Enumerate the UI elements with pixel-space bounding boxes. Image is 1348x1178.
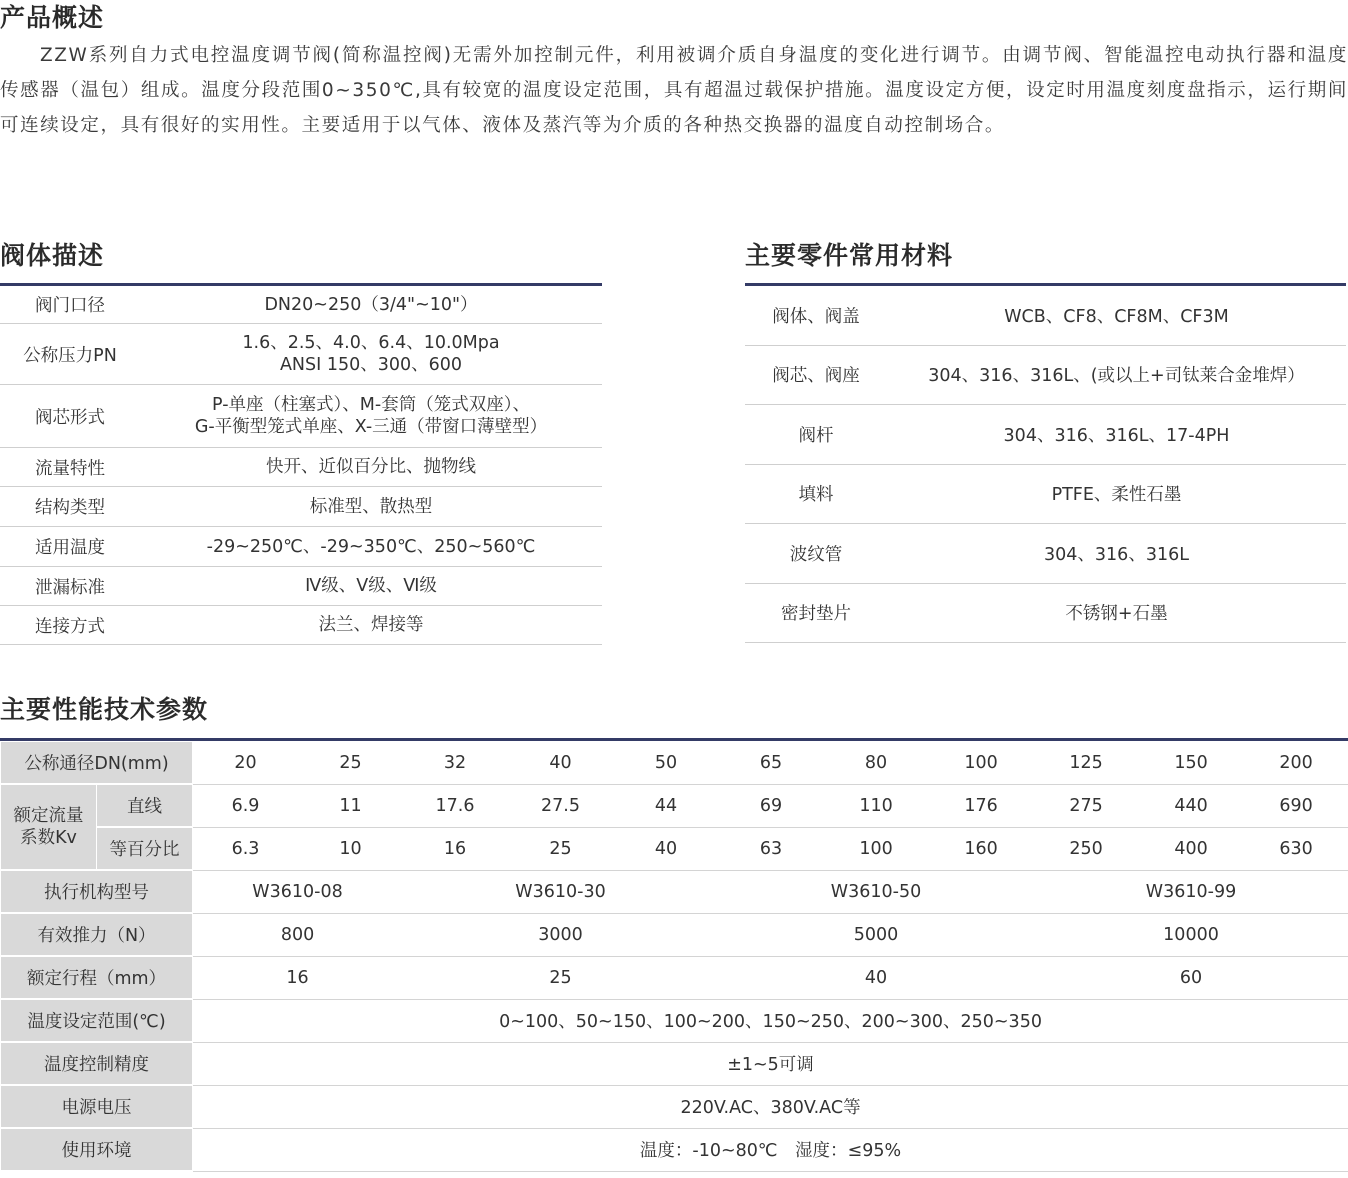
- row-value: 304、316、316L、17-4PH: [1003, 425, 1230, 446]
- env-value: 温度：-10~80℃ 湿度：≤95%: [193, 1128, 1348, 1171]
- eq-cell: 6.3: [193, 827, 299, 870]
- row-value: -29~250℃、-29~350℃、250~560℃: [206, 536, 536, 557]
- table-row: [745, 346, 1346, 406]
- perf-table: [0, 738, 1348, 1172]
- eq-cell: 400: [1139, 827, 1244, 870]
- env-label: 使用环境: [1, 1128, 193, 1171]
- stroke-cell: 25: [403, 956, 719, 999]
- dn-cell: 100: [929, 742, 1034, 785]
- accuracy-row: [1, 1042, 1348, 1085]
- row-value: [140, 332, 602, 376]
- row-key: 阀杆: [798, 425, 834, 446]
- table-row: [745, 465, 1346, 525]
- table-row: [0, 385, 602, 448]
- linear-cell: 440: [1139, 784, 1244, 827]
- linear-cell: 110: [824, 784, 929, 827]
- table-row: [745, 405, 1346, 465]
- kv-label-line: 额定流量: [13, 806, 84, 826]
- row-key: 结构类型: [35, 498, 105, 518]
- body-desc-title: 阀体描述: [0, 241, 105, 270]
- actuator-row: [1, 870, 1348, 913]
- linear-cell: 690: [1244, 784, 1348, 827]
- row-value: 304、316、316L: [1044, 544, 1189, 565]
- table-row: [0, 286, 602, 324]
- overview-text: ZZW系列自力式电控温度调节阀(简称温控阀)无需外加控制元件，利用被调介质自身温度的变化进行调节。由调节阀、智能温控电动执行器和温度传感器（温包）组成。温度分段范围0~350℃,具有较宽的温度设定范围，具有超温过载保护措施。温度设定方便，设定时用温度刻度盘指示，运行期间可连续设定，具有很好的实用性。主要适用于以气体、液体及蒸汽等为介质的各种热交换器的温度自动控制场合。: [0, 45, 1348, 136]
- eq-cell: 250: [1034, 827, 1139, 870]
- eq-row: [1, 827, 1348, 870]
- eq-cell: 10: [299, 827, 403, 870]
- row-value: DN20~250（3/4"~10"）: [264, 294, 478, 315]
- row-value: [140, 394, 602, 438]
- temp-range-row: [1, 999, 1348, 1042]
- dn-cell: 50: [614, 742, 719, 785]
- thrust-label: 有效推力（N）: [1, 913, 193, 956]
- table-row: [0, 606, 602, 645]
- linear-cell: 17.6: [403, 784, 508, 827]
- row-key: 波纹管: [789, 544, 843, 565]
- table-row: [0, 487, 602, 527]
- eq-cell: 100: [824, 827, 929, 870]
- stroke-cell: 40: [719, 956, 1034, 999]
- dn-label: 公称通径DN(mm): [1, 742, 193, 785]
- accuracy-label: 温度控制精度: [1, 1042, 193, 1085]
- linear-label: 直线: [97, 784, 193, 827]
- table-row: [745, 524, 1346, 584]
- dn-cell: 20: [193, 742, 299, 785]
- table-row: [0, 448, 602, 487]
- body-desc-table: [0, 283, 602, 645]
- dn-cell: 125: [1034, 742, 1139, 785]
- row-key: 阀芯、阀座: [772, 366, 860, 387]
- stroke-cell: 60: [1034, 956, 1348, 999]
- linear-cell: 11: [299, 784, 403, 827]
- stroke-cell: 16: [193, 956, 403, 999]
- linear-cell: 44: [614, 784, 719, 827]
- dn-cell: 150: [1139, 742, 1244, 785]
- eq-cell: 25: [508, 827, 614, 870]
- row-key: 连接方式: [35, 616, 105, 637]
- dn-cell: 25: [299, 742, 403, 785]
- eq-cell: 630: [1244, 827, 1348, 870]
- eq-cell: 160: [929, 827, 1034, 870]
- perf-title: 主要性能技术参数: [0, 695, 209, 724]
- row-key: 阀体、阀盖: [772, 306, 860, 327]
- materials-title: 主要零件常用材料: [745, 241, 954, 270]
- dn-cell: 40: [508, 742, 614, 785]
- row-key: 公称压力PN: [23, 345, 117, 366]
- linear-cell: 27.5: [508, 784, 614, 827]
- row-value: 标准型、散热型: [309, 496, 433, 517]
- thrust-cell: 5000: [719, 913, 1034, 956]
- overview-title: 产品概述: [0, 3, 105, 32]
- actuator-cell: W3610-30: [403, 870, 719, 913]
- row-value: Ⅳ级、Ⅴ级、Ⅵ级: [305, 576, 437, 596]
- dn-cell: 32: [403, 742, 508, 785]
- stroke-label: 额定行程（mm）: [1, 956, 193, 999]
- linear-cell: 69: [719, 784, 824, 827]
- row-value-line: P-单座（柱塞式）、M-套筒（笼式双座）、: [212, 395, 530, 415]
- voltage-label: 电源电压: [1, 1085, 193, 1128]
- actuator-cell: W3610-50: [719, 870, 1034, 913]
- row-key: 流量特性: [35, 458, 105, 479]
- linear-cell: 275: [1034, 784, 1139, 827]
- eq-cell: 63: [719, 827, 824, 870]
- temp-range-label: 温度设定范围(℃): [1, 999, 193, 1042]
- thrust-row: [1, 913, 1348, 956]
- dn-cell: 65: [719, 742, 824, 785]
- thrust-cell: 3000: [403, 913, 719, 956]
- voltage-row: [1, 1085, 1348, 1128]
- linear-cell: 6.9: [193, 784, 299, 827]
- voltage-value: 220V.AC、380V.AC等: [193, 1085, 1348, 1128]
- env-row: [1, 1128, 1348, 1171]
- table-row: [745, 286, 1346, 346]
- table-row: [0, 324, 602, 385]
- dn-cell: 200: [1244, 742, 1348, 785]
- row-key: 泄漏标准: [35, 577, 105, 598]
- row-value-line: 1.6、2.5、4.0、6.4、10.0Mpa: [242, 333, 500, 353]
- table-row: [0, 527, 602, 567]
- row-value: WCB、CF8、CF8M、CF3M: [1004, 306, 1229, 327]
- kv-label-line: 系数Kv: [20, 828, 77, 848]
- accuracy-value: ±1~5可调: [193, 1042, 1348, 1085]
- thrust-cell: 800: [193, 913, 403, 956]
- table-row: [745, 584, 1346, 644]
- eq-label: 等百分比: [97, 827, 193, 870]
- kv-label: [1, 784, 97, 870]
- row-value: 法兰、焊接等: [318, 615, 424, 635]
- table-row: [0, 567, 602, 606]
- actuator-cell: W3610-08: [193, 870, 403, 913]
- temp-range-value: 0~100、50~150、100~200、150~250、200~300、250~350: [193, 999, 1348, 1042]
- eq-cell: 40: [614, 827, 719, 870]
- eq-cell: 16: [403, 827, 508, 870]
- actuator-cell: W3610-99: [1034, 870, 1348, 913]
- row-value: PTFE、柔性石墨: [1051, 485, 1182, 506]
- row-value: 不锈钢+石墨: [1065, 604, 1168, 625]
- row-key: 阀芯形式: [35, 407, 105, 428]
- row-value-line: ANSI 150、300、600: [279, 355, 463, 375]
- row-value: 快开、近似百分比、抛物线: [266, 457, 476, 477]
- stroke-row: [1, 956, 1348, 999]
- thrust-cell: 10000: [1034, 913, 1348, 956]
- row-key: 密封垫片: [781, 604, 851, 625]
- actuator-label: 执行机构型号: [1, 870, 193, 913]
- row-value: 304、316、316L、(或以上+司钛莱合金堆焊）: [928, 366, 1305, 387]
- dn-cell: 80: [824, 742, 929, 785]
- row-key: 适用温度: [35, 538, 105, 558]
- dn-row: [1, 742, 1348, 785]
- materials-table: [745, 283, 1346, 643]
- linear-cell: 176: [929, 784, 1034, 827]
- row-key: 阀门口径: [35, 296, 105, 316]
- row-key: 填料: [798, 485, 834, 506]
- linear-row: [1, 784, 1348, 827]
- row-value-line: G-平衡型笼式单座、X-三通（带窗口薄壁型）: [194, 417, 548, 437]
